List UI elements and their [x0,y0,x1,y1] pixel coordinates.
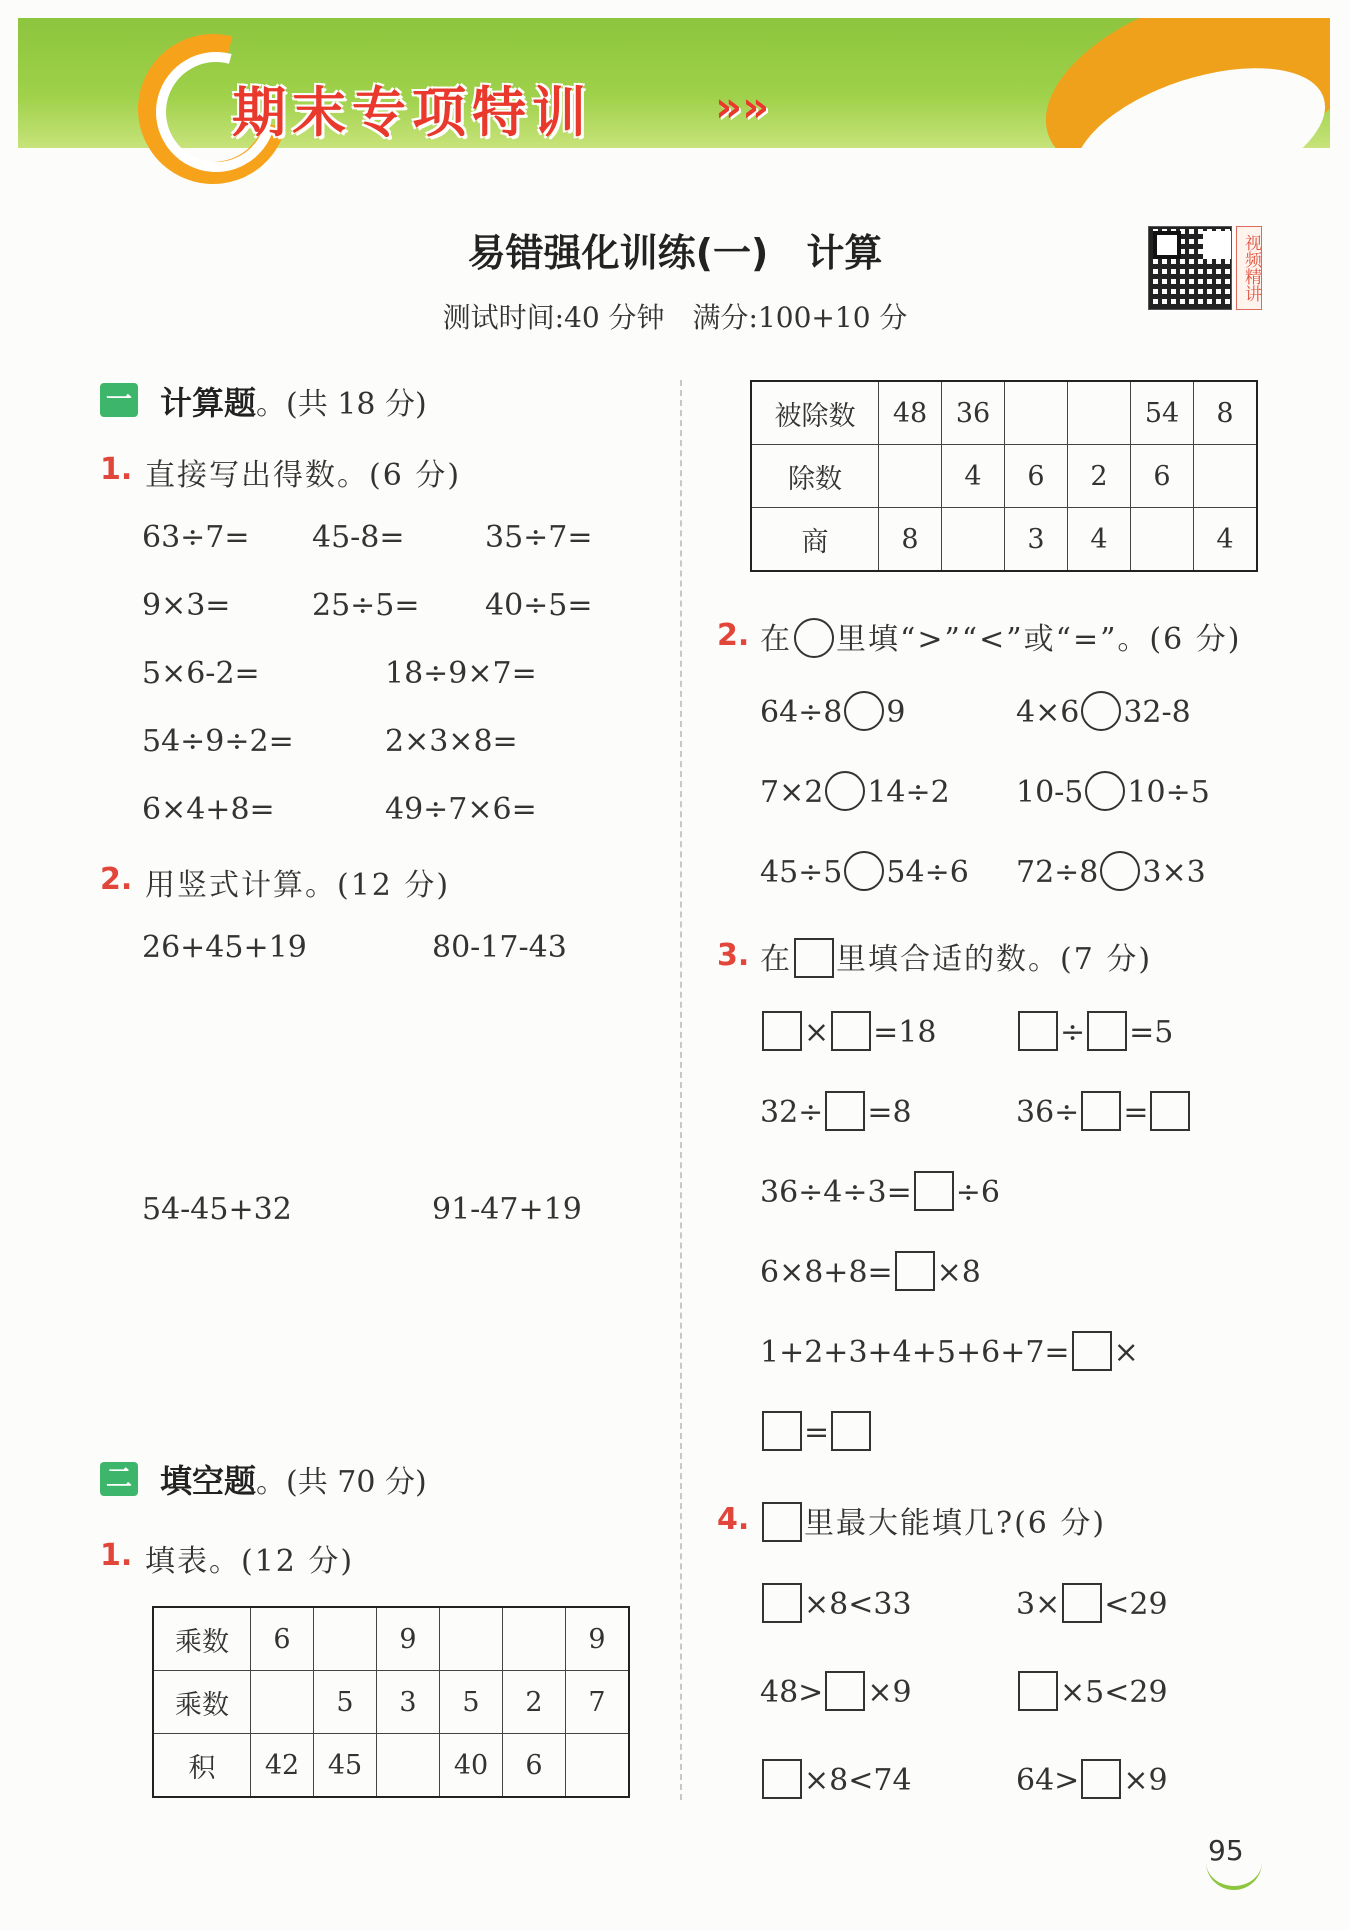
section-score: 。(共 18 分) [256,387,427,422]
table-cell: 乘数 [153,1607,251,1671]
question-number: 3. [717,938,750,973]
table-cell: 6 [503,1734,566,1798]
answer-box[interactable] [895,1251,935,1291]
suffix: ×5<29 [1060,1675,1168,1710]
circle-blank-icon [794,618,834,658]
table-row [751,381,1257,445]
fill-expression [1016,1586,1168,1626]
compare-circle[interactable] [844,691,884,731]
prefix: 6×8+8= [760,1255,893,1290]
table-cell: 6 [1131,445,1194,508]
compare-expression [760,694,906,734]
table-cell[interactable] [314,1607,377,1671]
table-cell: 被除数 [751,381,879,445]
table-row [751,508,1257,572]
fill-expression [760,1254,981,1294]
section-icon-1: 一 [100,383,138,417]
table-cell: 7 [566,1671,630,1734]
table-cell: 8 [879,508,942,572]
section-header-2 [160,1456,427,1502]
expression: 91-47+19 [432,1192,582,1227]
table-cell: 3 [377,1671,440,1734]
operator: ÷ [1060,1015,1086,1050]
question-text [760,1498,1106,1545]
table-row [153,1607,629,1671]
compare-expression [760,854,969,894]
table-cell[interactable] [566,1734,630,1798]
answer-box[interactable] [762,1583,802,1623]
box-blank-icon [762,1502,802,1542]
prefix: 36÷ [1016,1095,1080,1130]
table-cell: 42 [251,1734,314,1798]
table-cell: 2 [503,1671,566,1734]
answer-box[interactable] [1081,1091,1121,1131]
compare-expression [1016,854,1206,894]
result: =5 [1129,1015,1174,1050]
compare-circle[interactable] [1100,851,1140,891]
table-cell: 除数 [751,445,879,508]
suffix: × [1113,1335,1139,1370]
qr-label: 视频精讲 [1236,226,1262,310]
answer-box[interactable] [1018,1011,1058,1051]
table-cell[interactable] [1068,381,1131,445]
fill-expression [760,1674,912,1714]
compare-expression [1016,694,1191,734]
question-text [760,614,1241,661]
question-text: 填表。(12 分) [145,1544,355,1579]
answer-box[interactable] [762,1759,802,1799]
expression: 45-8= [312,520,405,555]
table-cell: 4 [1068,508,1131,572]
answer-box[interactable] [1072,1331,1112,1371]
question-text-b: 里填合适的数。(7 分) [836,942,1153,977]
question-number: 2. [100,862,133,897]
compare-right: 9 [886,695,906,730]
prefix: 64> [1016,1763,1080,1798]
page-title: 易错强化训练(一) 计算 [467,231,883,275]
table-row [153,1671,629,1734]
expression: 35÷7= [485,520,593,555]
equals: = [1123,1095,1149,1130]
compare-right: 14÷2 [867,775,950,810]
compare-right: 3×3 [1142,855,1206,890]
table-cell: 9 [566,1607,630,1671]
table-cell[interactable] [1194,445,1258,508]
table-cell: 4 [942,445,1005,508]
answer-box[interactable] [831,1411,871,1451]
expression: 40÷5= [485,588,593,623]
suffix: ×8 [936,1255,981,1290]
answer-box[interactable] [1018,1671,1058,1711]
question-number: 1. [100,452,133,487]
table-cell[interactable] [942,508,1005,572]
fill-expression [1016,1094,1192,1134]
prefix: 3× [1016,1587,1061,1622]
compare-left: 10-5 [1016,775,1084,810]
expression: 18÷9×7= [385,656,537,691]
table-cell[interactable] [503,1607,566,1671]
compare-circle[interactable] [844,851,884,891]
question-text-a: 在 [760,622,792,657]
fill-expression [1016,1762,1168,1802]
prefix: 1+2+3+4+5+6+7= [760,1335,1070,1370]
answer-box[interactable] [1081,1759,1121,1799]
compare-circle[interactable] [825,771,865,811]
expression: 2×3×8= [385,724,518,759]
fill-expression [760,1094,912,1134]
page-number: 95 [1208,1834,1244,1867]
compare-left: 72÷8 [1016,855,1099,890]
column-divider [680,380,682,1800]
operator: × [804,1015,830,1050]
banner-arrows-icon: »» [715,82,770,131]
expression: 54-45+32 [142,1192,292,1227]
table-cell: 54 [1131,381,1194,445]
compare-circle[interactable] [1081,691,1121,731]
expression: 9×3= [142,588,231,623]
expression: 5×6-2= [142,656,260,691]
fill-expression [760,1014,936,1054]
expression: 63÷7= [142,520,250,555]
equals: = [804,1415,830,1450]
table-cell[interactable] [879,445,942,508]
suffix: <29 [1104,1587,1168,1622]
answer-box[interactable] [762,1011,802,1051]
question-text-b: 里填“>”“<”或“=”。(6 分) [836,622,1242,657]
expression: 25÷5= [312,588,420,623]
suffix: ×8<74 [804,1763,912,1798]
expression: 6×4+8= [142,792,275,827]
table-cell: 48 [879,381,942,445]
answer-box[interactable] [825,1091,865,1131]
fill-expression [1016,1674,1168,1714]
question-text-a: 在 [760,942,792,977]
table-cell: 乘数 [153,1671,251,1734]
fill-expression [1016,1014,1173,1054]
qr-code-icon[interactable] [1148,226,1232,310]
fill-expression [760,1174,1000,1214]
section-icon-2: 二 [100,1462,138,1496]
multiplication-table [152,1606,630,1798]
fill-expression [760,1334,1139,1374]
result: =18 [873,1015,937,1050]
compare-right: 10÷5 [1127,775,1210,810]
table-cell: 商 [751,508,879,572]
suffix: ×8<33 [804,1587,912,1622]
compare-right: 54÷6 [886,855,969,890]
compare-right: 32-8 [1123,695,1191,730]
table-cell: 45 [314,1734,377,1798]
compare-expression [1016,774,1210,814]
prefix: 36÷4÷3= [760,1175,912,1210]
table-cell: 积 [153,1734,251,1798]
compare-expression [760,774,950,814]
question-text [760,934,1152,981]
division-table [750,380,1258,572]
table-cell: 3 [1005,508,1068,572]
answer-box[interactable] [762,1411,802,1451]
box-blank-icon [794,938,834,978]
question-text-b: 里最大能填几?(6 分) [804,1506,1107,1541]
table-cell[interactable] [1005,381,1068,445]
result: =8 [867,1095,912,1130]
expression: 54÷9÷2= [142,724,294,759]
table-cell: 40 [440,1734,503,1798]
page-swoosh-icon [1206,1846,1262,1890]
table-cell: 36 [942,381,1005,445]
compare-circle[interactable] [1085,771,1125,811]
answer-box[interactable] [831,1011,871,1051]
table-cell[interactable] [440,1607,503,1671]
fill-expression [760,1762,912,1802]
section-score: 。(共 70 分) [256,1465,427,1500]
answer-box[interactable] [1087,1011,1127,1051]
section-header-1 [160,378,427,424]
table-cell: 5 [440,1671,503,1734]
prefix: 32÷ [760,1095,824,1130]
table-cell[interactable] [251,1671,314,1734]
table-cell: 8 [1194,381,1258,445]
answer-box[interactable] [825,1671,865,1711]
question-number: 1. [100,1538,133,1573]
expression: 80-17-43 [432,930,567,965]
table-cell: 5 [314,1671,377,1734]
banner-title: 期末专项特训 [232,81,592,144]
section-title: 填空题 [160,1462,257,1500]
table-row [751,445,1257,508]
page-subtitle: 测试时间:40 分钟 满分:100+10 分 [442,301,908,334]
compare-left: 4×6 [1016,695,1080,730]
compare-left: 64÷8 [760,695,843,730]
question-text: 直接写出得数。(6 分) [145,458,462,493]
table-cell[interactable] [1131,508,1194,572]
expression: 49÷7×6= [385,792,537,827]
table-row [153,1734,629,1798]
fill-expression [760,1586,912,1626]
table-cell: 9 [377,1607,440,1671]
answer-box[interactable] [914,1171,954,1211]
compare-left: 7×2 [760,775,824,810]
section-title: 计算题 [160,384,257,422]
table-cell: 6 [251,1607,314,1671]
table-cell: 4 [1194,508,1258,572]
table-cell: 2 [1068,445,1131,508]
question-number: 4. [717,1502,750,1537]
answer-box[interactable] [1062,1583,1102,1623]
suffix: ÷6 [955,1175,1000,1210]
prefix: 48> [760,1675,824,1710]
answer-box[interactable] [1150,1091,1190,1131]
table-cell: 6 [1005,445,1068,508]
question-number: 2. [717,618,750,653]
compare-left: 45÷5 [760,855,843,890]
question-text: 用竖式计算。(12 分) [145,868,451,903]
expression: 26+45+19 [142,930,307,965]
suffix: ×9 [1123,1763,1168,1798]
table-cell[interactable] [377,1734,440,1798]
suffix: ×9 [867,1675,912,1710]
fill-expression [760,1414,873,1454]
